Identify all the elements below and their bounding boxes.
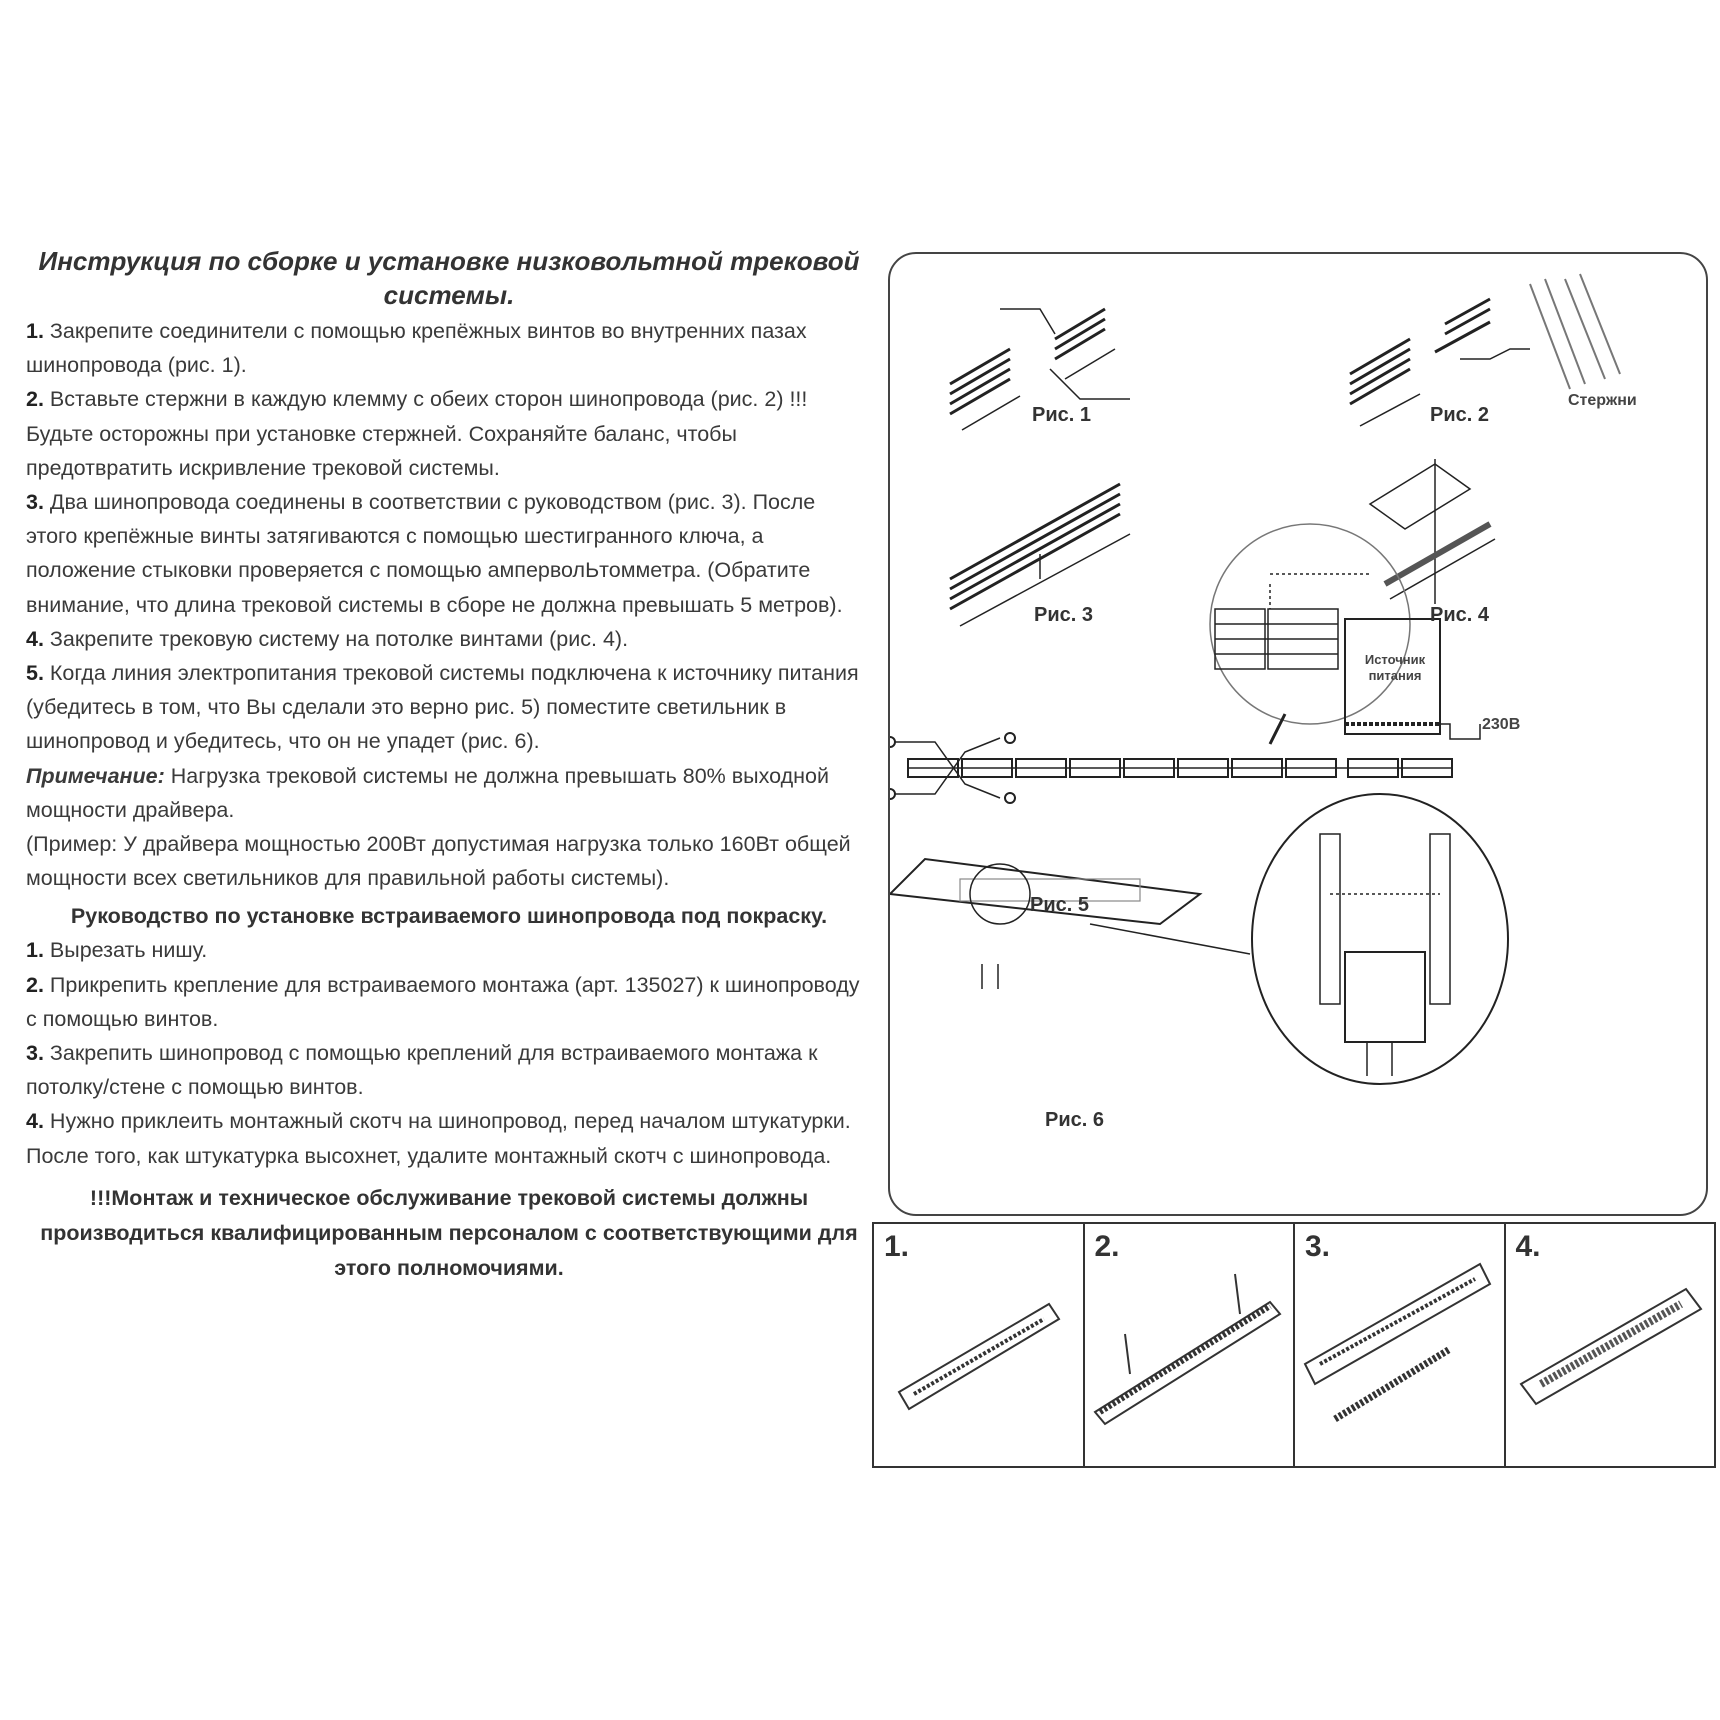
step-text: Вставьте стержни в каждую клемму с обеих сторон шинопровода (рис. 2) !!!Будьте осторожны при установке стержней. Сохраняйте баланс, чтобы предотвратить искривление трековой системы. [26, 387, 808, 480]
assembly-step-1 [26, 314, 872, 382]
step-text: Прикрепить крепление для встраиваемого монтажа (арт. 135027) к шинопроводу с помощью винтов. [26, 972, 860, 1031]
fig4-drawing [1370, 459, 1495, 604]
fix-track-drawing [1295, 1224, 1503, 1464]
step-number: 4. [26, 626, 44, 651]
cut-niche-drawing [874, 1224, 1082, 1464]
assembly-step-3 [26, 485, 872, 622]
fig5-drawing [890, 733, 1452, 803]
step-number: 3. [26, 1041, 44, 1066]
step-text: Вырезать нишу. [43, 938, 208, 963]
step-text: Закрепить шинопровод с помощью креплений для встраиваемого монтажа к потолку/стене с помощью винтов. [26, 1041, 818, 1100]
profile-detail-circle [1252, 794, 1508, 1084]
step-text: Закрепите соединители с помощью крепёжных винтов во внутренних пазах шинопровода (рис. 1). [26, 319, 807, 378]
power-source-label-2: питания [1368, 668, 1422, 683]
step-text: Закрепите трековую систему на потолке винтами (рис. 4). [43, 626, 629, 651]
step-number: 4. [26, 1109, 44, 1134]
fig6-label: Рис. 6 [1045, 1109, 1104, 1131]
note [26, 759, 872, 827]
voltage-label: 230В [1482, 716, 1521, 733]
assembly-step-5 [26, 656, 872, 759]
recessed-step-4 [26, 1104, 872, 1172]
note-text: Нагрузка трековой системы не должна превышать 80% выходной мощности драйвера. [26, 763, 830, 822]
rods-drawing [1530, 274, 1620, 389]
fig1-label: Рис. 1 [1032, 404, 1091, 426]
recessed-step-panel-3 [1295, 1224, 1506, 1466]
power-source-label-1: Источник [1364, 652, 1426, 667]
fig4-label: Рис. 4 [1430, 604, 1489, 626]
assembly-step-4 [26, 622, 872, 656]
document-title: Инструкция по сборке и установке низковольтной трековой системы. [38, 246, 860, 310]
step-number: 2. [1094, 1230, 1120, 1263]
step-text: Два шинопровода соединены в соответствии с руководством (рис. 3). После этого крепёжные винты затягиваются с помощью шестигранного ключа, а положение стыковки проверяется с помощью амперволЬтомметра. (Обратите внимание, что длина трековой системы в сборе не должна превышать 5 метров). [26, 490, 843, 617]
rods-label: Стержни [1568, 392, 1637, 409]
fig3-label: Рис. 3 [1034, 604, 1093, 626]
fig6-drawing [890, 859, 1250, 989]
example-text: (Пример: У драйвера мощностью 200Вт допустимая нагрузка только 160Вт общей мощности всех светильников для правильной работы системы). [26, 832, 851, 891]
safety-warning: !!!Монтаж и техническое обслуживание трековой системы должны производиться квалифицированным персоналом с соответствующими для этого полномочиями. [40, 1185, 858, 1280]
recessed-title: Руководство по установке встраиваемого шинопровода под покраску. [70, 904, 828, 929]
step-number: 1. [884, 1230, 910, 1263]
recessed-step-2 [26, 968, 872, 1036]
step-text: Нужно приклеить монтажный скотч на шинопровод, перед началом штукатурки. После того, как штукатурка высохнет, удалите монтажный скотч с шинопровода. [26, 1109, 851, 1168]
step-number: 2. [26, 972, 44, 997]
step-number: 3. [26, 490, 44, 515]
step-number: 2. [26, 387, 44, 412]
step-number: 1. [26, 938, 44, 963]
recessed-step-panel-4 [1506, 1224, 1715, 1466]
step-number: 4. [1515, 1230, 1541, 1263]
fig5-label: Рис. 5 [1030, 894, 1089, 916]
step-number: 3. [1305, 1230, 1331, 1263]
recessed-step-3 [26, 1036, 872, 1104]
connection-zoom-circle [1210, 524, 1410, 744]
recessed-step-panel-2 [1085, 1224, 1296, 1466]
assembly-step-2 [26, 382, 872, 485]
step-number: 5. [26, 661, 44, 686]
recessed-step-panel-1 [874, 1224, 1085, 1466]
recessed-step-1 [26, 933, 872, 967]
recessed-install-steps [872, 1222, 1716, 1468]
instruction-text-column [26, 244, 872, 1286]
fig2-label: Рис. 2 [1430, 404, 1489, 426]
note-label: Примечание: [26, 763, 165, 788]
diagram-panel [888, 252, 1708, 1216]
plaster-tape-drawing [1506, 1224, 1714, 1464]
step-number: 1. [26, 319, 44, 343]
attach-mount-drawing [1085, 1224, 1293, 1464]
step-text: Когда линия электропитания трековой системы подключена к источнику питания (убедитесь в том, что Вы сделали это верно рис. 5) поместите светильник в шинопровод и убедитесь, что он не упадет (рис. 6). [26, 661, 859, 754]
